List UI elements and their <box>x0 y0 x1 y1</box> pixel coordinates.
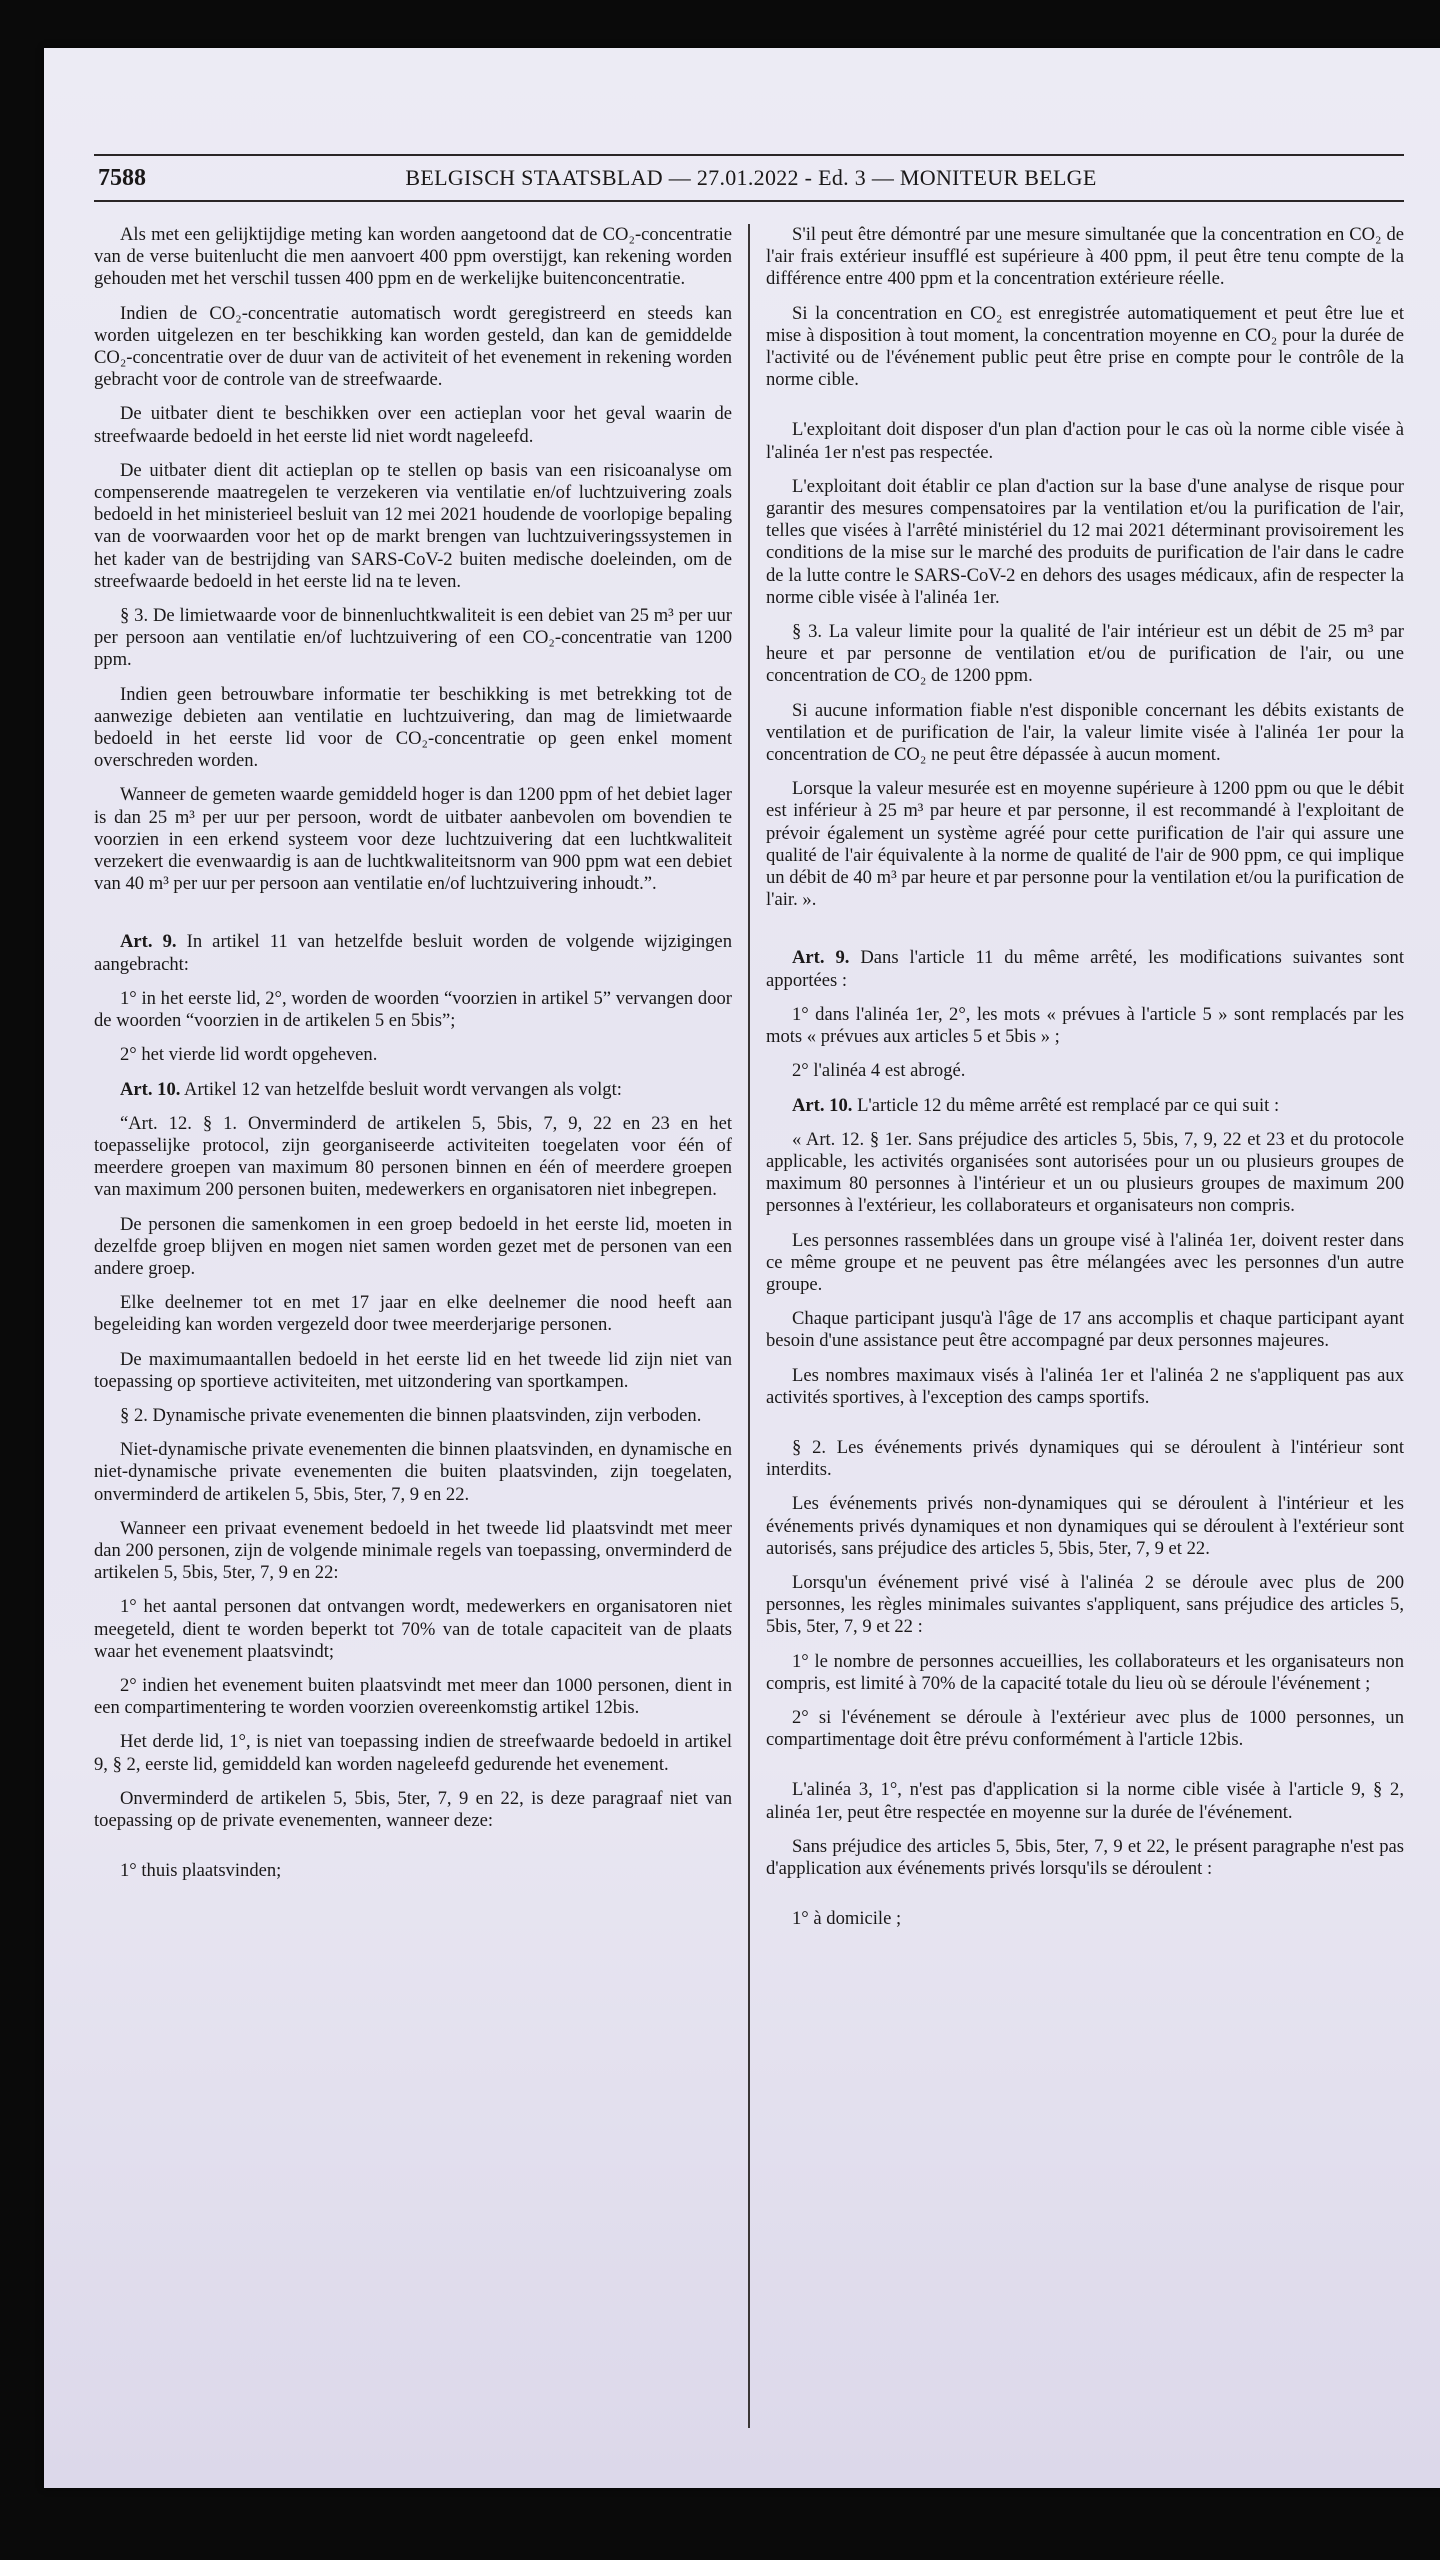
dutch-paragraph <box>94 684 732 773</box>
paragraph-text: Indien geen betrouwbare informatie ter beschikking is met betrekking tot de aanwezige debieten aan ventilatie en luchtzuivering, dan mag de limietwaarde bedoeld in het eerste lid voor de CO₂-concentratie op geen enkel moment overschreden worden. <box>94 683 732 772</box>
french-paragraph <box>766 947 1404 991</box>
french-paragraph <box>766 476 1404 609</box>
dutch-column <box>94 224 748 2428</box>
french-paragraph <box>766 1493 1404 1560</box>
dutch-paragraph <box>94 460 732 593</box>
paragraph-text: S'il peut être démontré par une mesure simultanée que la concentration en CO₂ de l'air frais extérieur insufflé est supérieure à 400 ppm, il peut être tenu compte de la différence entre 400 ppm et la concentration extérieure réelle. <box>766 224 1404 290</box>
paragraph-text: Les nombres maximaux visés à l'alinéa 1er et l'alinéa 2 ne s'appliquent pas aux activités sportives, à l'exception des camps sportifs. <box>766 1364 1404 1408</box>
paragraph-text: « Art. 12. § 1er. Sans préjudice des articles 5, 5bis, 7, 9, 22 et 23 et du protocole applicable, les activités organisées sont autorisées pour un ou plusieurs groupes de maximum 80 personnes à l'intérieur et un ou plusieurs groupes de maximum 200 personnes à l'extérieur, les collaborateurs et organisateurs non compris. <box>766 1128 1404 1217</box>
paragraph-text: 1° thuis plaatsvinden; <box>120 1860 282 1882</box>
dutch-paragraph <box>94 784 732 895</box>
article-heading: Art. 10. <box>792 1094 853 1116</box>
paragraph-text: 2° het vierde lid wordt opgeheven. <box>120 1044 378 1066</box>
french-paragraph <box>766 700 1404 767</box>
french-paragraph <box>766 1572 1404 1639</box>
paragraph-text: Indien de CO₂-concentratie automatisch wordt geregistreerd en steeds kan worden uitgelezen en ter beschikking kan worden gesteld, dan kan de gemiddelde CO₂-concentratie over de duur van de activiteit of het evenement in rekening worden gebracht voor de controle van de streefwaarde. <box>94 302 732 391</box>
dutch-paragraph <box>94 1079 732 1101</box>
article-heading: Art. 10. <box>120 1078 181 1100</box>
paragraph-text: “Art. 12. § 1. Onverminderd de artikelen 5, 5bis, 7, 9, 22 en 23 en het toepasselijke protocol, zijn georganiseerde activiteiten toegelaten voor één of meerdere groepen van maximum 80 personen binnen en één of meerdere groepen van maximum 200 personen buiten, medewerkers en organisatoren niet inbegrepen. <box>94 1112 732 1201</box>
dutch-paragraph <box>94 1439 732 1506</box>
french-paragraph <box>766 224 1404 291</box>
french-paragraph <box>766 1004 1404 1048</box>
french-column <box>750 224 1404 2428</box>
french-paragraph <box>766 1651 1404 1695</box>
french-paragraph <box>766 1129 1404 1218</box>
paragraph-text: L'exploitant doit établir ce plan d'action sur la base d'une analyse de risque pour garantir des mesures compensatoires par la ventilation et/ou la purification de l'air, telles que visées à l'arrêté ministériel du 12 mai 2021 déterminant provisoirement les conditions de la mise sur le marché des produits de purification de l'air dans le cadre de la lutte contre le SARS-CoV-2 en dehors des usages médicaux, afin de respecter la norme cible visée à l'alinéa 1er. <box>766 475 1404 608</box>
two-column-body <box>94 224 1404 2428</box>
paragraph-text: Si aucune information fiable n'est disponible concernant les débits existants de ventilation et de purification de l'air, la valeur limite visée à l'alinéa 1er pour la concentration de CO₂ ne peut être dépassée à aucun moment. <box>766 699 1404 766</box>
paragraph-text: Sans préjudice des articles 5, 5bis, 5ter, 7, 9 et 22, le présent paragraphe n'est pas d'application aux événements privés lorsqu'ils se déroulent : <box>766 1835 1404 1879</box>
paragraph-text: Les événements privés non-dynamiques qui se déroulent à l'intérieur et les événements privés dynamiques et non dynamiques qui se déroulent à l'extérieur sont autorisés, sans préjudice des articles 5, 5bis, 5ter, 7, 9 et 22. <box>766 1493 1404 1559</box>
paragraph-text: De maximumaantallen bedoeld in het eerste lid en het tweede lid zijn niet van toepassing op sportieve activiteiten, met uitzondering van sportkampen. <box>94 1348 732 1392</box>
dutch-paragraph <box>94 1405 732 1427</box>
paragraph-text: Wanneer de gemeten waarde gemiddeld hoger is dan 1200 ppm of het debiet lager is dan 25 m³ per uur per persoon, wordt de uitbater aanbevolen om bovendien te voorzien in een erkend systeem voor deze luchtzuivering dat een luchtkwaliteit verzekert die evenwaardig is aan de luchtkwaliteitsnorm van 900 ppm wat een debiet van 40 m³ per uur per persoon aan ventilatie en/of luchtzuivering inhoudt.”. <box>94 784 732 895</box>
dutch-paragraph <box>94 1596 732 1663</box>
dutch-paragraph <box>94 1214 732 1281</box>
paragraph-text: 2° l'alinéa 4 est abrogé. <box>792 1060 966 1082</box>
french-paragraph <box>766 1060 1404 1082</box>
french-paragraph <box>766 1365 1404 1409</box>
paragraph-text: Dans l'article 11 du même arrêté, les modifications suivantes sont apportées : <box>766 947 1404 991</box>
paragraph-text: Het derde lid, 1°, is niet van toepassing indien de streefwaarde bedoeld in artikel 9, § 2, eerste lid, gemiddeld kan worden nageleefd gedurende het evenement. <box>94 1731 732 1775</box>
dutch-paragraph <box>94 1731 732 1775</box>
paragraph-text: 1° le nombre de personnes accueillies, les collaborateurs et les organisateurs non compris, est limité à 70% de la capacité totale du lieu où se déroule l'événement ; <box>766 1650 1404 1694</box>
french-paragraph <box>766 1707 1404 1751</box>
paragraph-text: Les personnes rassemblées dans un groupe visé à l'alinéa 1er, doivent rester dans ce même groupe et ne peuvent pas être mélangées avec les personnes d'un autre groupe. <box>766 1229 1404 1295</box>
article-heading: Art. 9. <box>792 947 850 969</box>
paragraph-text: § 2. Les événements privés dynamiques qui se déroulent à l'intérieur sont interdits. <box>766 1436 1404 1481</box>
dutch-paragraph <box>94 1788 732 1832</box>
paragraph-text: Als met een gelijktijdige meting kan worden aangetoond dat de CO₂-concentratie van de verse buitenlucht die men aanvoert 400 ppm overstijgt, kan rekening worden gehouden met het verschil tussen 400 ppm en de werkelijke buitenconcentratie. <box>94 224 732 290</box>
dutch-paragraph <box>94 1518 732 1585</box>
paragraph-text: § 2. Dynamische private evenementen die binnen plaatsvinden, zijn verboden. <box>120 1404 702 1426</box>
french-paragraph <box>766 1437 1404 1481</box>
article-heading: Art. 9. <box>120 931 177 953</box>
dutch-paragraph <box>94 1292 732 1336</box>
dutch-paragraph <box>94 403 732 447</box>
paragraph-text: Niet-dynamische private evenementen die binnen plaatsvinden, en dynamische en niet-dynamische private evenementen die buiten plaatsvinden, zijn toegelaten, onverminderd de artikelen 5, 5bis, 5ter, 7, 9 en 22. <box>94 1439 732 1505</box>
paragraph-text: 1° het aantal personen dat ontvangen wordt, medewerkers en organisatoren niet meegeteld, dient te worden beperkt tot 70% van de totale capaciteit van de plaats waar het evenement plaatsvindt; <box>94 1596 732 1662</box>
paragraph-text: 1° à domicile ; <box>792 1908 902 1930</box>
french-paragraph <box>766 1230 1404 1297</box>
paragraph-text: § 3. De limietwaarde voor de binnenluchtkwaliteit is een debiet van 25 m³ per uur per persoon aan ventilatie en/of luchtzuivering of een CO₂-concentratie van 1200 ppm. <box>94 605 732 671</box>
french-paragraph <box>766 419 1404 463</box>
dutch-paragraph <box>94 303 732 392</box>
document-page <box>44 48 1440 2488</box>
french-paragraph <box>766 1095 1404 1117</box>
dutch-paragraph <box>94 1349 732 1393</box>
dutch-paragraph <box>94 988 732 1032</box>
french-paragraph <box>766 1308 1404 1352</box>
french-paragraph <box>766 1779 1404 1823</box>
dutch-paragraph <box>94 1675 732 1719</box>
french-paragraph <box>766 1836 1404 1880</box>
paragraph-text: Wanneer een privaat evenement bedoeld in het tweede lid plaatsvindt met meer dan 200 personen, zijn de volgende minimale regels van toepassing, onverminderd de artikelen 5, 5bis, 5ter, 7, 9 en 22: <box>94 1517 732 1584</box>
journal-title: BELGISCH STAATSBLAD — 27.01.2022 - Ed. 3 — MONITEUR BELGE <box>405 165 1097 190</box>
page-number: 7588 <box>98 164 146 191</box>
paragraph-text: Lorsque la valeur mesurée est en moyenne supérieure à 1200 ppm ou que le débit est inférieur à 25 m³ par heure et par personne, il est recommandé à l'exploitant de prévoir également un système agréé pour cette purification de l'air qui assure une qualité de l'air équivalente à la norme de qualité de l'air de 900 ppm, ce qui implique un débit de 40 m³ par heure et par personne pour la ventilation et/ou la purification de l'air. ». <box>766 778 1404 911</box>
paragraph-text: Chaque participant jusqu'à l'âge de 17 ans accomplis et chaque participant ayant besoin d'une assistance peut être accompagné par deux personnes majeures. <box>766 1308 1404 1352</box>
dutch-paragraph <box>94 605 732 672</box>
paragraph-text: L'exploitant doit disposer d'un plan d'action pour le cas où la norme cible visée à l'alinéa 1er n'est pas respectée. <box>766 419 1404 463</box>
dutch-paragraph <box>94 931 732 975</box>
paragraph-text: Elke deelnemer tot en met 17 jaar en elke deelnemer die nood heeft aan begeleiding kan worden vergezeld door twee meerderjarige personen. <box>94 1292 732 1336</box>
paragraph-text: 2° si l'événement se déroule à l'extérieur avec plus de 1000 personnes, un compartimentage doit être prévu conformément à l'article 12bis. <box>766 1706 1404 1751</box>
french-paragraph <box>766 303 1404 392</box>
page-header <box>94 154 1404 202</box>
paragraph-text: L'article 12 du même arrêté est remplacé par ce qui suit : <box>852 1094 1280 1116</box>
dutch-paragraph <box>94 1044 732 1066</box>
paragraph-text: In artikel 11 van hetzelfde besluit worden de volgende wijzigingen aangebracht: <box>94 931 732 975</box>
paragraph-text: De personen die samenkomen in een groep bedoeld in het eerste lid, moeten in dezelfde groep blijven en mogen niet samen worden gezet met de personen van een andere groep. <box>94 1213 732 1279</box>
paragraph-text: Si la concentration en CO₂ est enregistrée automatiquement et peut être lue et mise à disposition à tout moment, la concentration moyenne en CO₂ pour la durée de l'activité ou de l'événement public peut être prise en compte pour le contrôle de la norme cible. <box>766 302 1404 391</box>
paragraph-text: Lorsqu'un événement privé visé à l'alinéa 2 se déroule avec plus de 200 personnes, les règles minimales suivantes s'appliquent, sans préjudice des articles 5, 5bis, 5ter, 7, 9 et 22 : <box>766 1571 1404 1638</box>
paragraph-text: De uitbater dient te beschikken over een actieplan voor het geval waarin de streefwaarde bedoeld in het eerste lid niet wordt nageleefd. <box>94 403 732 447</box>
paragraph-text: Onverminderd de artikelen 5, 5bis, 5ter, 7, 9 en 22, is deze paragraaf niet van toepassing op de private evenementen, wanneer deze: <box>94 1787 732 1831</box>
paragraph-text: 1° in het eerste lid, 2°, worden de woorden “voorzien in artikel 5” vervangen door de woorden “voorzien in de artikelen 5 en 5bis”; <box>94 987 732 1032</box>
paragraph-text: 2° indien het evenement buiten plaatsvindt met meer dan 1000 personen, dient in een compartimentering te worden voorzien overeenkomstig artikel 12bis. <box>94 1674 732 1719</box>
paragraph-text: Artikel 12 van hetzelfde besluit wordt vervangen als volgt: <box>180 1078 622 1100</box>
french-paragraph <box>766 1908 1404 1930</box>
dutch-paragraph <box>94 1113 732 1202</box>
paragraph-text: 1° dans l'alinéa 1er, 2°, les mots « prévues à l'article 5 » sont remplacés par les mots « prévues aux articles 5 et 5bis » ; <box>766 1003 1404 1048</box>
dutch-paragraph <box>94 224 732 291</box>
paragraph-text: L'alinéa 3, 1°, n'est pas d'application si la norme cible visée à l'article 9, § 2, alinéa 1er, peut être respectée en moyenne sur la durée de l'événement. <box>766 1779 1404 1823</box>
french-paragraph <box>766 778 1404 911</box>
paragraph-text: De uitbater dient dit actieplan op te stellen op basis van een risicoanalyse om compenserende maatregelen te verzekeren via ventilatie en/of luchtzuivering zoals bedoeld in het ministerieel besluit van 12 mei 2021 houdende de voorlopige bepaling van de voorwaarden voor het op de markt brengen van luchtzuiveringssystemen in het kader van de bestrijding van SARS-CoV-2 buiten medische doeleinden, om de streefwaarde bedoeld in het eerste lid na te leven. <box>94 459 732 592</box>
dutch-paragraph <box>94 1860 732 1882</box>
paragraph-text: § 3. La valeur limite pour la qualité de l'air intérieur est un débit de 25 m³ par heure et par personne de ventilation et/ou de purification de l'air, ou une concentration de CO₂ de 1200 ppm. <box>766 621 1404 687</box>
french-paragraph <box>766 621 1404 688</box>
